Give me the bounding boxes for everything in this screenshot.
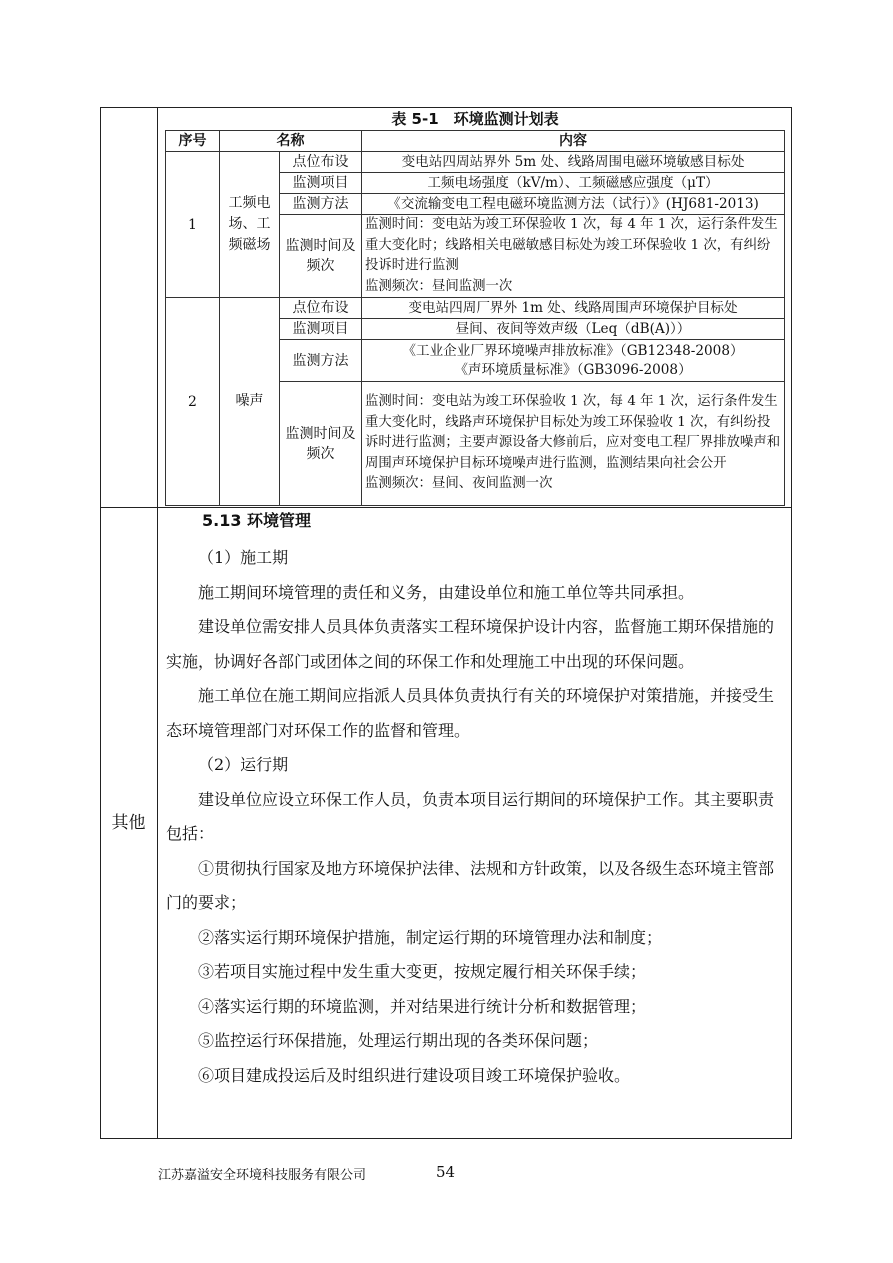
table-caption: 表 5-1 环境监测计划表 (391, 110, 559, 128)
page-number: 54 (436, 1163, 456, 1181)
paragraph: 施工单位在施工期间应指派人员具体负责执行有关的环境保护对策措施，并接受生态环境管理部门对环保工作的监督和管理。 (166, 686, 775, 740)
item-label: 监测时间及频次 (280, 382, 362, 506)
item-label: 点位布设 (280, 152, 362, 173)
item-content: 工频电场强度（kV/m）、工频磁感应强度（μT） (362, 173, 785, 194)
group-number: 2 (166, 298, 220, 506)
item-content: 变电站四周厂界外 1m 处、线路周围声环境保护目标处 (362, 298, 785, 319)
item-content: 变电站四周站界外 5m 处、线路周围电磁环境敏感目标处 (362, 152, 785, 173)
item-content: 《交流输变电工程电磁环境监测方法（试行）》(HJ681-2013) (362, 194, 785, 215)
duty-item: ⑤监控运行环保措施，处理运行期出现的各类环保问题； (198, 1031, 599, 1050)
item-label: 监测项目 (280, 319, 362, 340)
subsection-title-operation: （2）运行期 (198, 755, 289, 774)
header-no: 序号 (166, 131, 220, 152)
item-content: 昼间、夜间等效声级（Leq（dB(A)）） (362, 319, 785, 340)
item-content: 监测时间：变电站为竣工环保验收 1 次，每 4 年 1 次，运行条件发生重大变化时，线路声环境保护目标处为竣工环保验收 1 次，有纠纷投诉时进行监测；主要声源设备大修前后，应对变电工程厂界排放噪声和周围声环境保护目标环境噪声进行监测，监测结果向社会公开 监测频次：昼间、夜间监测一次 (362, 382, 785, 506)
section-heading: 5.13 环境管理 (202, 511, 312, 530)
header-name: 名称 (220, 131, 362, 152)
table-header-row (166, 131, 785, 152)
column-divider (157, 107, 158, 1139)
paragraph: 建设单位应设立环保工作人员，负责本项目运行期间的环境保护工作。其主要职责包括： (166, 789, 775, 843)
group-number: 1 (166, 152, 220, 298)
paragraph: 施工期间环境管理的责任和义务，由建设单位和施工单位等共同承担。 (198, 582, 695, 602)
duty-item: ②落实运行期环境保护措施，制定运行期的环境管理办法和制度； (198, 927, 663, 947)
duty-item: ③若项目实施过程中发生重大变更，按规定履行相关环保手续； (198, 962, 647, 981)
duty-item: ④落实运行期的环境监测，并对结果进行统计分析和数据管理； (198, 996, 647, 1016)
environment-management-section (166, 508, 786, 1093)
paragraph: 建设单位需安排人员具体负责落实工程环境保护设计内容，监督施工期环保措施的实施，协调好各部门或团体之间的环保工作和处理施工中出现的环保问题。 (166, 617, 775, 671)
table-row (166, 298, 785, 319)
item-label: 点位布设 (280, 298, 362, 319)
item-content: 《工业企业厂界环境噪声排放标准》（GB12348-2008） 《声环境质量标准》（GB3096-2008） (362, 340, 785, 382)
table-row (166, 152, 785, 173)
item-label: 监测方法 (280, 194, 362, 215)
header-content: 内容 (362, 131, 785, 152)
item-label: 监测项目 (280, 173, 362, 194)
side-label-other: 其他 (111, 813, 146, 833)
item-label: 监测时间及频次 (280, 215, 362, 298)
group-name: 噪声 (220, 298, 280, 506)
subsection-title-construction: （1）施工期 (198, 548, 289, 567)
monitoring-plan-table (165, 108, 785, 506)
duty-item: ①贯彻执行国家及地方环境保护法律、法规和方针政策，以及各级生态环境主管部门的要求； (166, 858, 775, 912)
item-content: 监测时间：变电站为竣工环保验收 1 次，每 4 年 1 次，运行条件发生重大变化时；线路相关电磁敏感目标处为竣工环保验收 1 次，有纠纷投诉时进行监测 监测频次：昼间监测一次 (362, 215, 785, 298)
group-name: 工频电场、工频磁场 (220, 152, 280, 298)
duty-item: ⑥项目建成投运后及时组织进行建设项目竣工环境保护验收。 (198, 1065, 631, 1085)
footer-company: 江苏嘉溢安全环境科技服务有限公司 (158, 1168, 367, 1183)
item-label: 监测方法 (280, 340, 362, 382)
